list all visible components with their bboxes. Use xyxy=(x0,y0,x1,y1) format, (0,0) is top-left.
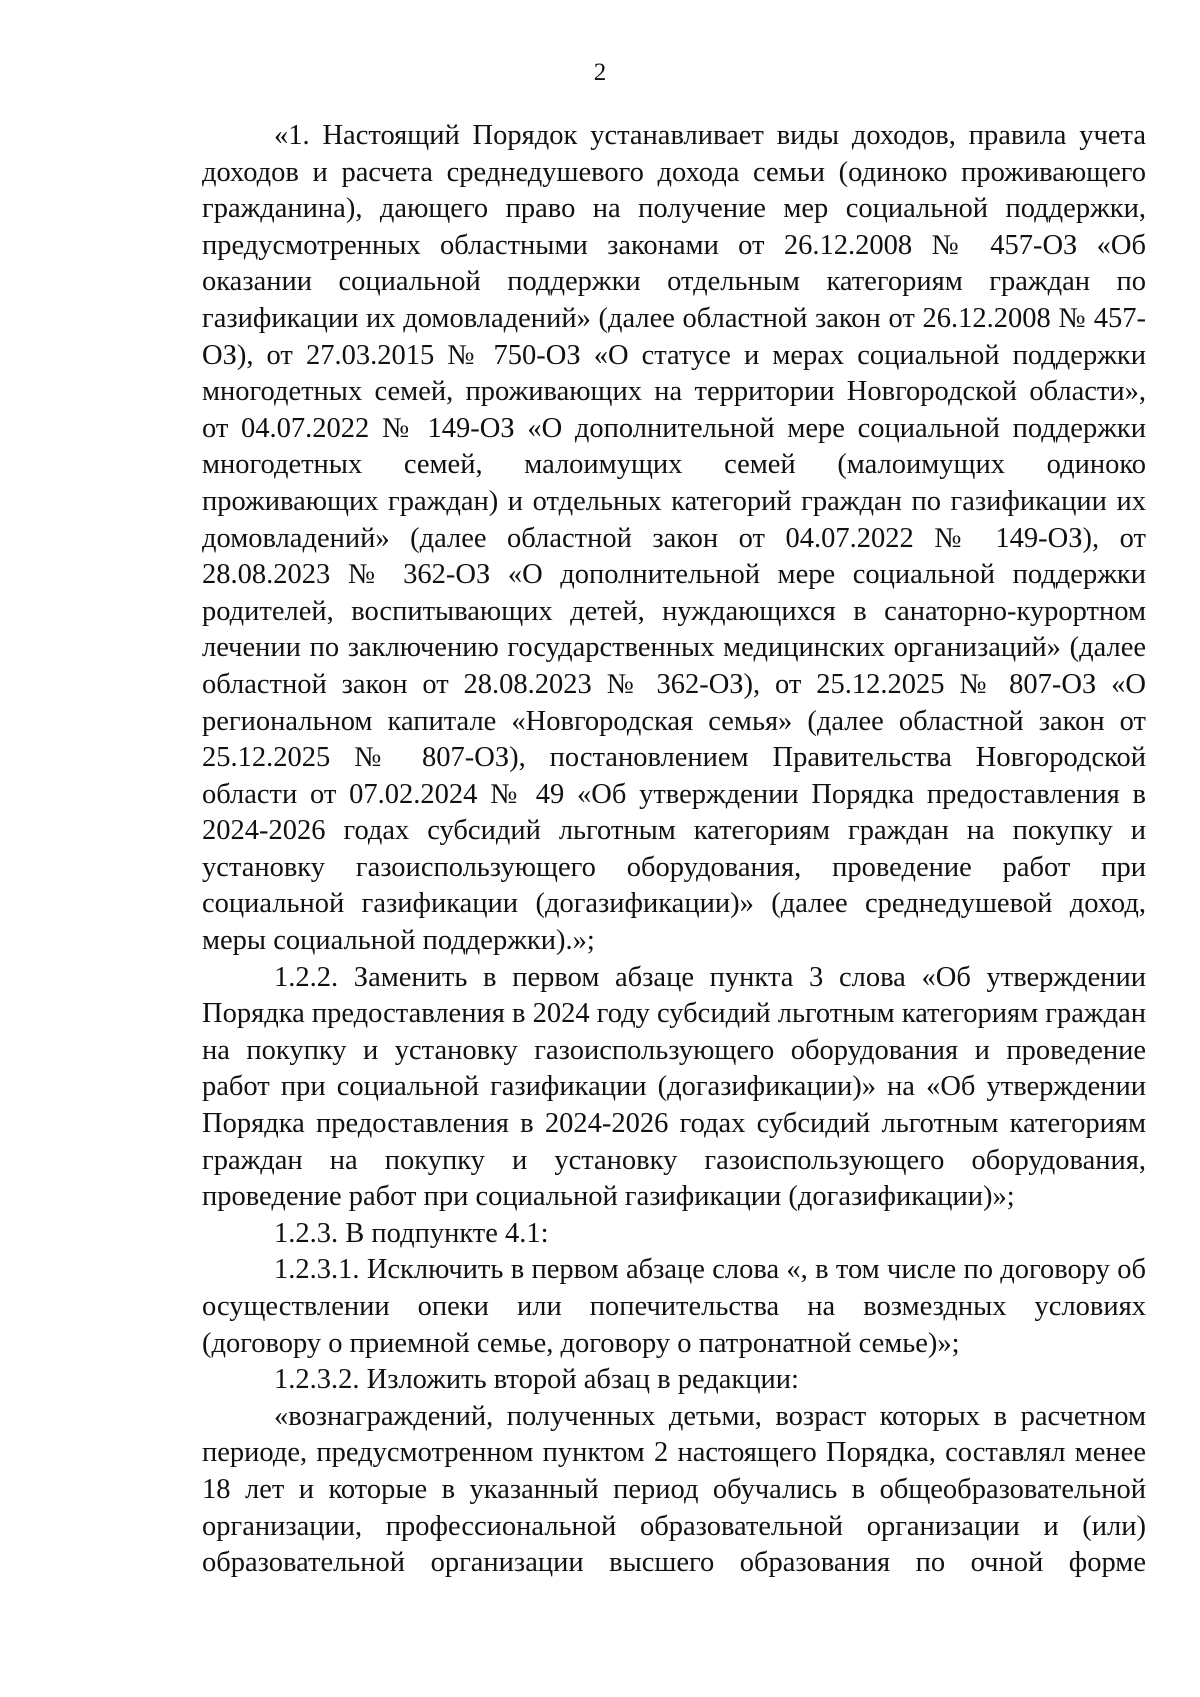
paragraph-1-2-3-2: 1.2.3.2. Изложить второй абзац в редакции: xyxy=(274,1364,799,1396)
paragraph-1-2-3: 1.2.3. В подпункте 4.1: xyxy=(274,1217,549,1249)
page-number: 2 xyxy=(593,59,607,86)
paragraph-1-2-2: 1.2.2. Заменить в первом абзаце пункта 3 слова «Об утверждении Порядка предоставления в 2024 году субсидий льготным категориям граждан на покупку и установку газоиспользующего оборудования и проведение работ при социальной газификации (догазификации)» на «Об утверждении Порядка предоставления в 2024-2026 годах субсидий льготным категориям граждан на покупку и установку газоиспользующего оборудования, проведение работ при социальной газификации (догазификации)»; xyxy=(202,961,1146,1213)
paragraph-clause-1: «1. Настоящий Порядок устанавливает виды доходов, правила учета доходов и расчета среднедушевого дохода семьи (одиноко проживающего гражданина), дающего право на получение мер социальной поддержки, предусмотренных областными законами от 26.12.2008 № 457-ОЗ «Об оказании социальной поддержки отдельным категориям граждан по газификации их домовладений» (далее областной закон от 26.12.2008 № 457-ОЗ), от 27.03.2015 № 750-ОЗ «О статусе и мерах социальной поддержки многодетных семей, проживающих на территории Новгородской области», от 04.07.2022 № 149-ОЗ «О дополнительной мере социальной поддержки многодетных семей, малоимущих семей (малоимущих одиноко проживающих граждан) и отдельных категорий граждан по газификации их домовладений» (далее областной закон от 04.07.2022 № 149-ОЗ), от 28.08.2023 № 362-ОЗ «О дополнительной мере социальной поддержки родителей, воспитывающих детей, нуждающихся в санаторно-курортном лечении по заключению государственных медицинских организаций» (далее областной закон от 28.08.2023 № 362-ОЗ), от 25.12.2025 № 807-ОЗ «О региональном капитале «Новгородская семья» (далее областной закон от 25.12.2025 № 807-ОЗ), постановлением Правительства Новгородской области от 07.02.2024 № 49 «Об утверждении Порядка предоставления в 2024-2026 годах субсидий льготным категориям граждан на покупку и установку газоиспользующего оборудования, проведение работ при социальной газификации (догазификации)» (далее среднедушевой доход, меры социальной поддержки).»; xyxy=(202,120,1146,957)
paragraph-1-2-3-1: 1.2.3.1. Исключить в первом абзаце слова «, в том числе по договору об осуществлении опеки или попечительства на возмездных условиях (договору о приемной семье, договору о патронатной семье)»; xyxy=(202,1254,1146,1359)
paragraph-remuneration-quote: «вознаграждений, полученных детьми, возраст которых в расчетном периоде, предусмотренном пунктом 2 настоящего Порядка, составлял менее 18 лет и которые в указанный период обучались в общеобразовательной организации, профессиональной образовательной организации и (или) образовательной организации высшего образования по очной форме xyxy=(202,1400,1146,1579)
document-body xyxy=(202,118,1146,1582)
